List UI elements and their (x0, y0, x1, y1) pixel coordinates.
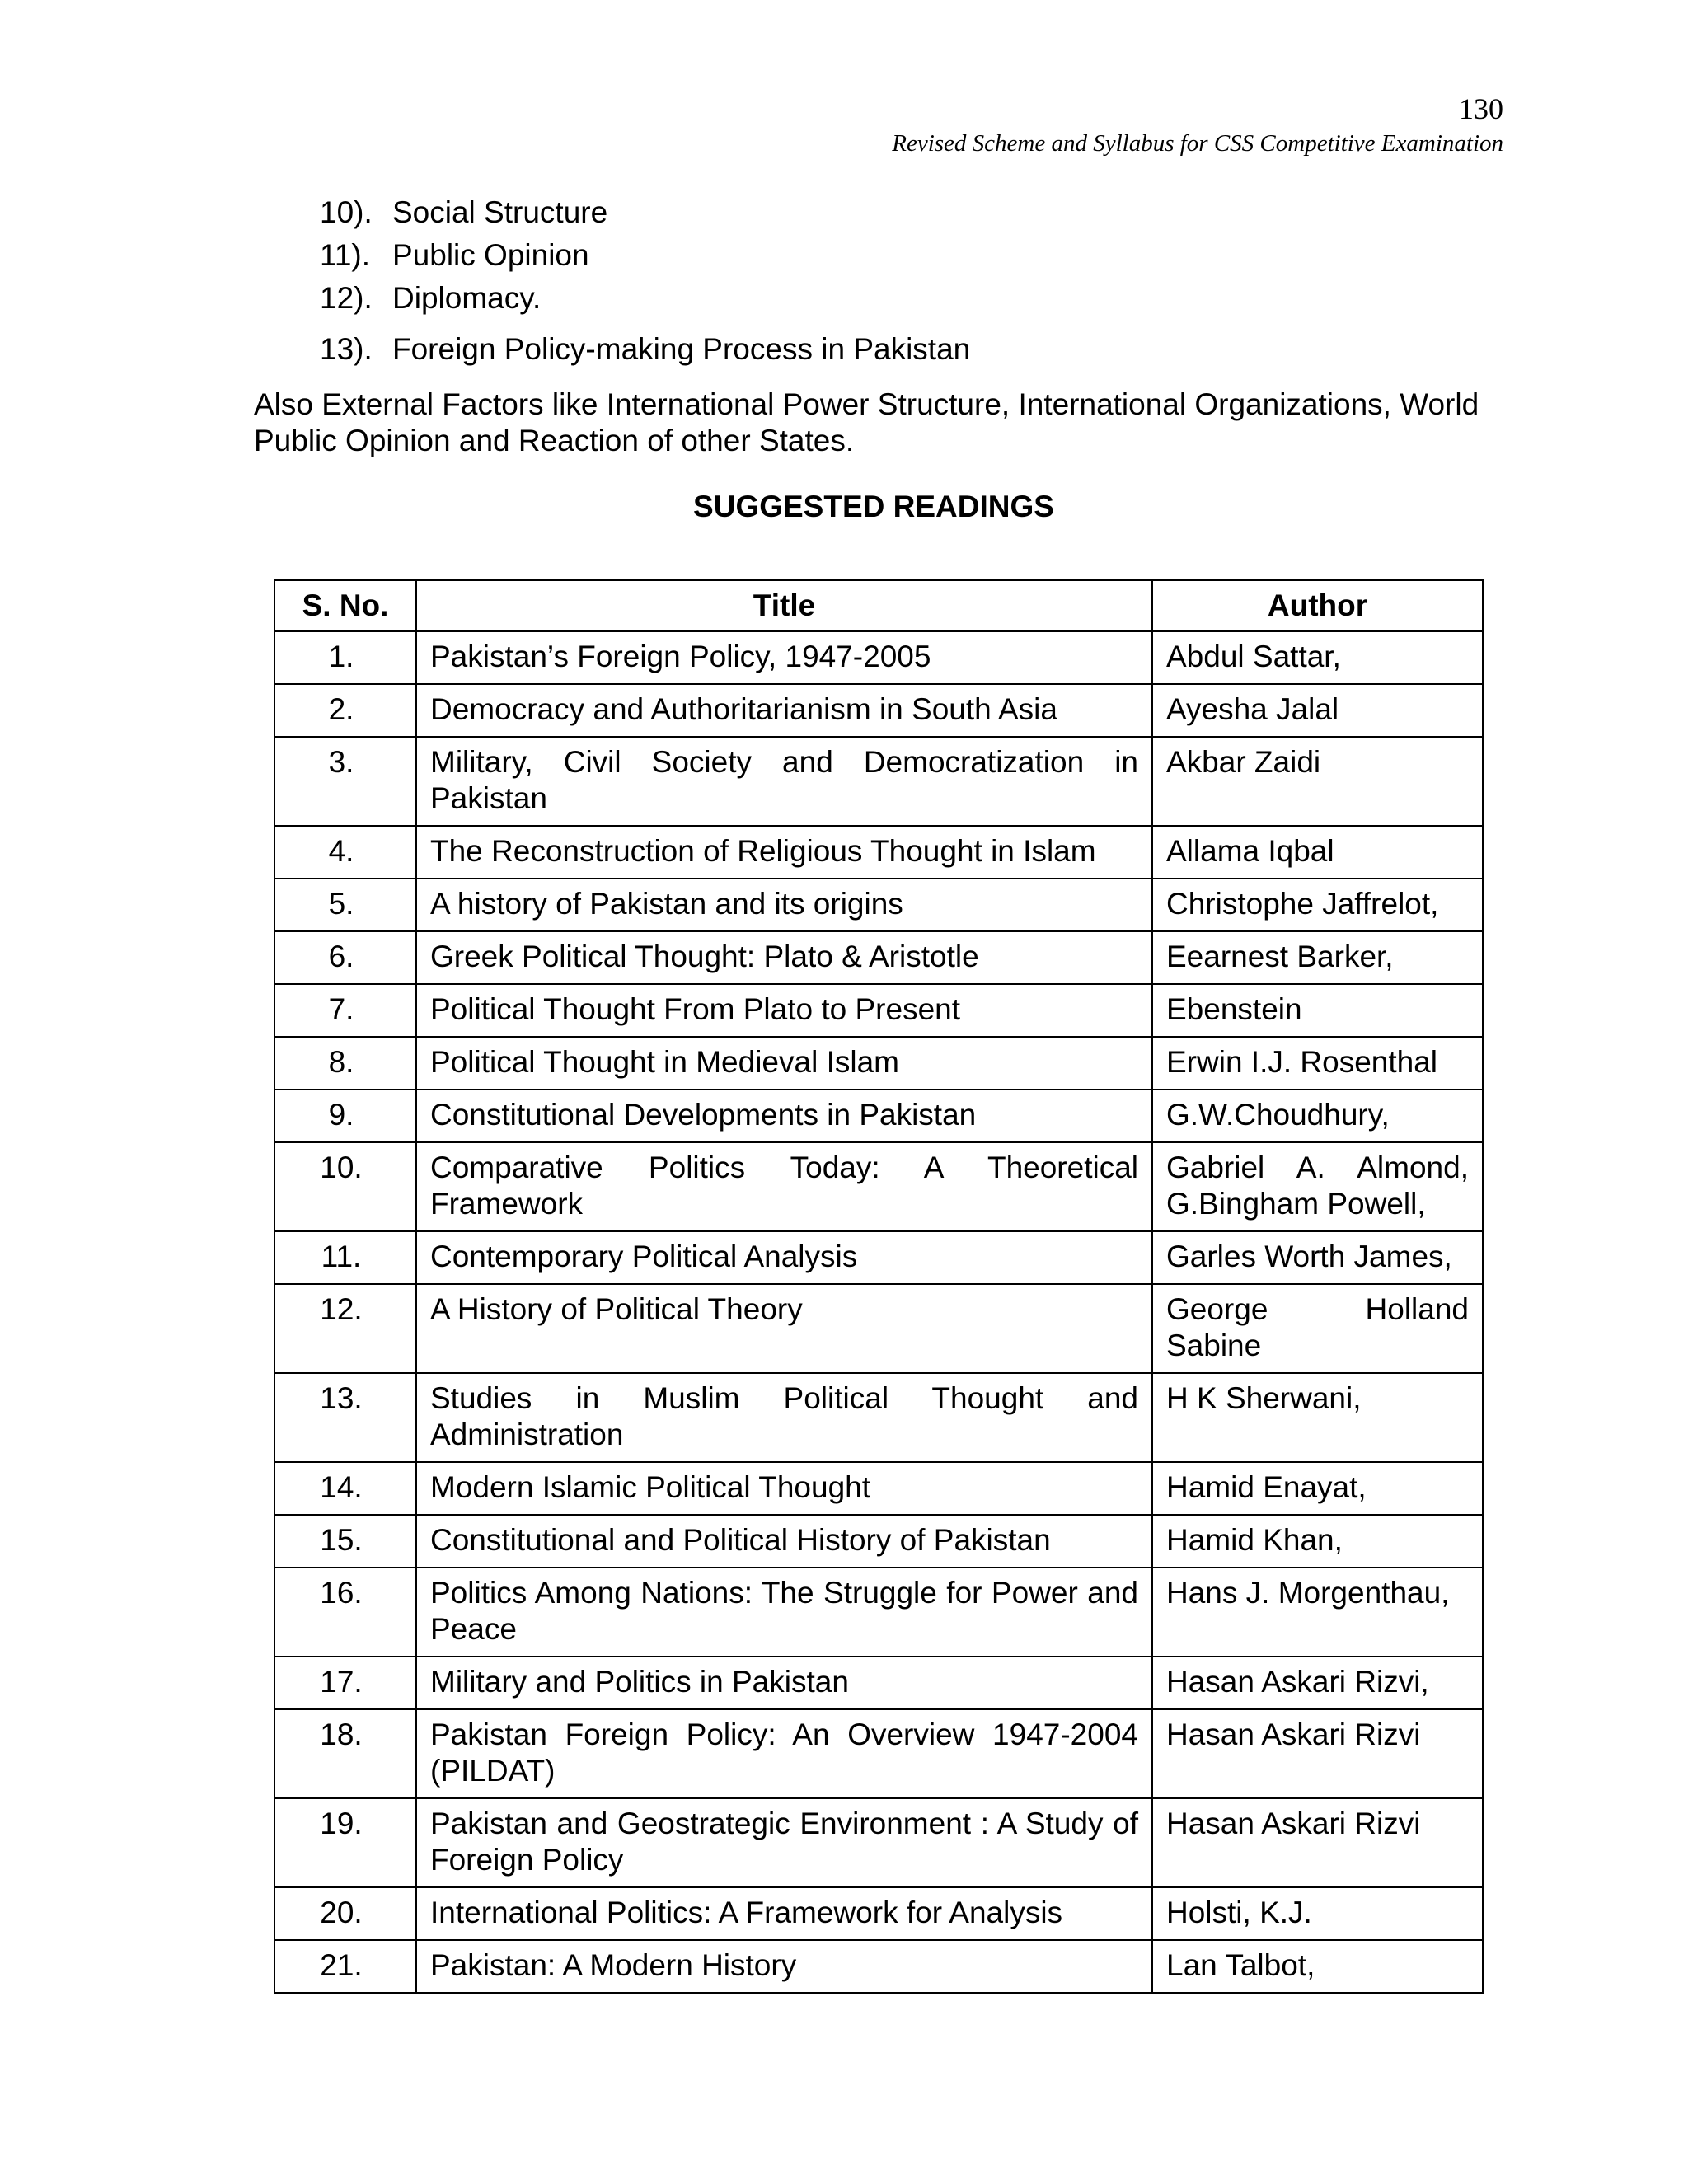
list-item (320, 328, 970, 371)
title-cell: Politics Among Nations: The Struggle for Power and Peace (416, 1568, 1152, 1657)
author-cell: Garles Worth James, (1152, 1231, 1483, 1284)
title-cell: International Politics: A Framework for Analysis (416, 1887, 1152, 1940)
title-cell: Studies in Muslim Political Thought and Administration (416, 1373, 1152, 1462)
table-row (274, 1657, 1483, 1709)
row-number-cell: 3. (274, 737, 416, 826)
column-header-author: Author (1152, 580, 1483, 631)
title-cell: Pakistan’s Foreign Policy, 1947-2005 (416, 631, 1152, 684)
row-number-cell: 18. (274, 1709, 416, 1798)
author-cell: Abdul Sattar, (1152, 631, 1483, 684)
table-row (274, 1709, 1483, 1798)
row-number-cell: 6. (274, 931, 416, 984)
list-item-number: 10). (320, 195, 373, 229)
row-number-cell: 14. (274, 1462, 416, 1515)
table-row (274, 1462, 1483, 1515)
title-cell: Pakistan and Geostrategic Environment : A Study of Foreign Policy (416, 1798, 1152, 1887)
suggested-readings-table (274, 579, 1484, 1994)
table-row (274, 984, 1483, 1037)
section-heading: SUGGESTED READINGS (693, 490, 1054, 523)
table-row (274, 1037, 1483, 1090)
list-item-number: 12). (320, 281, 373, 315)
row-number-cell: 16. (274, 1568, 416, 1657)
table-row (274, 826, 1483, 879)
table-row (274, 1940, 1483, 1993)
table-row (274, 1373, 1483, 1462)
author-cell: Hans J. Morgenthau, (1152, 1568, 1483, 1657)
list-item-text: Diplomacy. (392, 281, 542, 315)
author-cell: Ayesha Jalal (1152, 684, 1483, 737)
row-number-cell: 13. (274, 1373, 416, 1462)
author-cell: Gabriel A. Almond, G.Bingham Powell, (1152, 1142, 1483, 1231)
title-cell: Constitutional Developments in Pakistan (416, 1090, 1152, 1142)
title-cell: Military and Politics in Pakistan (416, 1657, 1152, 1709)
author-cell: G.W.Choudhury, (1152, 1090, 1483, 1142)
title-cell: The Reconstruction of Religious Thought in Islam (416, 826, 1152, 879)
list-item (320, 277, 970, 320)
title-cell: Pakistan: A Modern History (416, 1940, 1152, 1993)
list-item-text: Public Opinion (392, 238, 589, 272)
row-number-cell: 2. (274, 684, 416, 737)
author-cell: Hasan Askari Rizvi, (1152, 1657, 1483, 1709)
title-cell: Greek Political Thought: Plato & Aristotle (416, 931, 1152, 984)
table-row (274, 737, 1483, 826)
table-row (274, 1887, 1483, 1940)
table-row (274, 1090, 1483, 1142)
row-number-cell: 1. (274, 631, 416, 684)
table-row (274, 1515, 1483, 1568)
row-number-cell: 12. (274, 1284, 416, 1373)
row-number-cell: 7. (274, 984, 416, 1037)
title-cell: Military, Civil Society and Democratization in Pakistan (416, 737, 1152, 826)
list-item-number: 13). (320, 332, 373, 366)
title-cell: Pakistan Foreign Policy: An Overview 1947-2004 (PILDAT) (416, 1709, 1152, 1798)
title-cell: Political Thought in Medieval Islam (416, 1037, 1152, 1090)
external-factors-paragraph: Also External Factors like International Power Structure, International Organizations, World Public Opinion and Reaction of other States. (254, 387, 1479, 457)
title-cell: A History of Political Theory (416, 1284, 1152, 1373)
author-cell: Lan Talbot, (1152, 1940, 1483, 1993)
author-cell: Ebenstein (1152, 984, 1483, 1037)
table-header-row (274, 580, 1483, 631)
column-header-sno: S. No. (274, 580, 416, 631)
author-cell: Erwin I.J. Rosenthal (1152, 1037, 1483, 1090)
author-cell: Akbar Zaidi (1152, 737, 1483, 826)
author-cell: Hasan Askari Rizvi (1152, 1798, 1483, 1887)
row-number-cell: 9. (274, 1090, 416, 1142)
list-item (320, 234, 970, 277)
row-number-cell: 8. (274, 1037, 416, 1090)
page-number: 130 (1459, 92, 1503, 125)
row-number-cell: 11. (274, 1231, 416, 1284)
row-number-cell: 21. (274, 1940, 416, 1993)
list-item-text: Social Structure (392, 195, 608, 229)
title-cell: Democracy and Authoritarianism in South Asia (416, 684, 1152, 737)
author-cell: Hamid Enayat, (1152, 1462, 1483, 1515)
author-cell: Allama Iqbal (1152, 826, 1483, 879)
list-item-number: 11). (320, 238, 371, 272)
row-number-cell: 10. (274, 1142, 416, 1231)
title-cell: Contemporary Political Analysis (416, 1231, 1152, 1284)
page-header (892, 92, 1503, 158)
row-number-cell: 17. (274, 1657, 416, 1709)
table-body (274, 631, 1483, 1993)
author-cell: H K Sherwani, (1152, 1373, 1483, 1462)
title-cell: Constitutional and Political History of Pakistan (416, 1515, 1152, 1568)
list-item-text: Foreign Policy-making Process in Pakistan (392, 332, 971, 366)
table-row (274, 1798, 1483, 1887)
row-number-cell: 15. (274, 1515, 416, 1568)
table-row (274, 1231, 1483, 1284)
title-cell: Comparative Politics Today: A Theoretical Framework (416, 1142, 1152, 1231)
table-row (274, 684, 1483, 737)
title-cell: Modern Islamic Political Thought (416, 1462, 1152, 1515)
table-row (274, 631, 1483, 684)
author-cell: Holsti, K.J. (1152, 1887, 1483, 1940)
author-cell: George Holland Sabine (1152, 1284, 1483, 1373)
table-row (274, 879, 1483, 931)
row-number-cell: 4. (274, 826, 416, 879)
author-cell: Hamid Khan, (1152, 1515, 1483, 1568)
topic-list (320, 191, 970, 371)
running-head: Revised Scheme and Syllabus for CSS Competitive Examination (892, 130, 1503, 157)
title-cell: A history of Pakistan and its origins (416, 879, 1152, 931)
author-cell: Hasan Askari Rizvi (1152, 1709, 1483, 1798)
author-cell: Eearnest Barker, (1152, 931, 1483, 984)
table-row (274, 931, 1483, 984)
list-item (320, 191, 970, 234)
table-row (274, 1284, 1483, 1373)
row-number-cell: 19. (274, 1798, 416, 1887)
author-cell: Christophe Jaffrelot, (1152, 879, 1483, 931)
column-header-title: Title (416, 580, 1152, 631)
row-number-cell: 5. (274, 879, 416, 931)
table-row (274, 1142, 1483, 1231)
title-cell: Political Thought From Plato to Present (416, 984, 1152, 1037)
row-number-cell: 20. (274, 1887, 416, 1940)
table-row (274, 1568, 1483, 1657)
